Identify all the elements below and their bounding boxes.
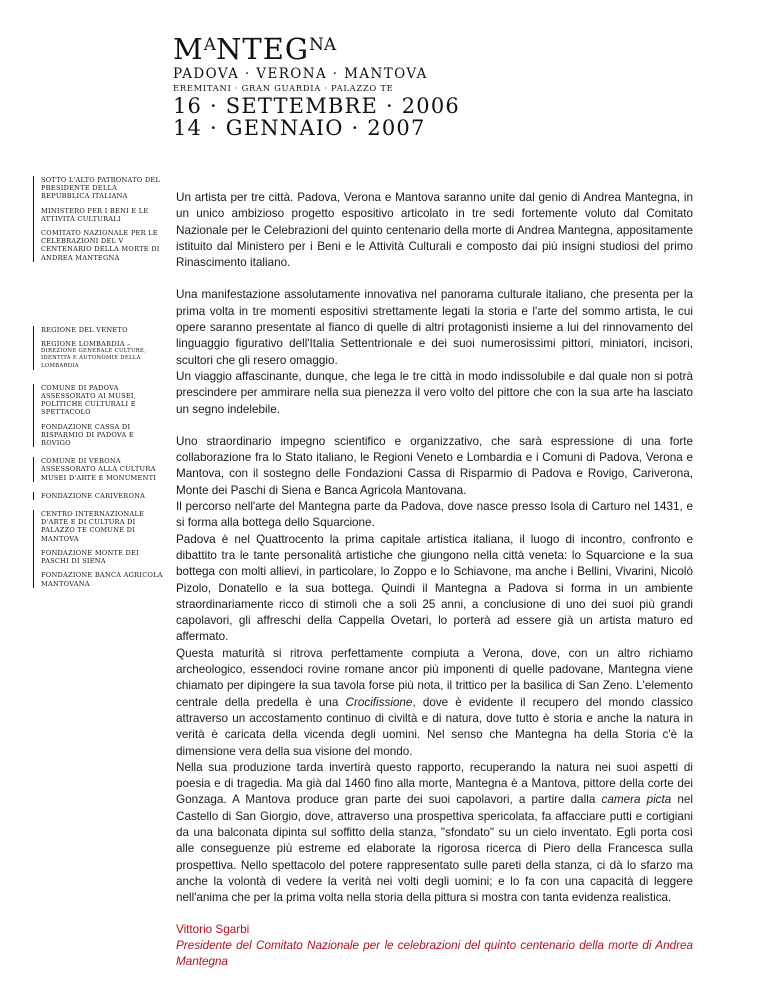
- body-text: , dove è evidente il recupero del mondo classico attraverso un accostamento continuo di civiltà e di natura, dove tutto è storia e anche la natura in verità è caricata della vicenda degli uomini. Nel senso che Mantegna ha della Storia c'è la dimensione vera della sua visione del mondo.: [176, 695, 693, 758]
- patrons-group-verona: [33, 457, 165, 482]
- patrons-group-padova: [33, 384, 165, 447]
- logo-title-a: A: [203, 35, 216, 55]
- patron-entry: COMUNE DI PADOVA ASSESSORATO AI MUSEI, POLITICHE CULTURALI E SPETTACOLO: [41, 383, 137, 417]
- patrons-group-mantova: [33, 510, 165, 588]
- patron-entry: FONDAZIONE BANCA AGRICOLA MANTOVANA: [41, 571, 163, 588]
- patrons-group-regions: [33, 326, 165, 370]
- patron-entry: CENTRO INTERNAZIONALE D'ARTE E DI CULTURA DI PALAZZO TE COMUNE DI MANTOVA: [41, 510, 145, 543]
- patron-entry: [41, 340, 165, 370]
- signature-role: Presidente del Comitato Nazionale per le celebrazioni del quinto centenario della morte di Andrea Mantegna: [176, 939, 693, 969]
- patron-entry: FONDAZIONE CARIVERONA: [41, 491, 146, 500]
- patron-entry: SOTTO L'ALTO PATRONATO DEL PRESIDENTE DELLA REPUBBLICA ITALIANA: [41, 176, 161, 201]
- body-paragraph: [176, 760, 693, 907]
- exhibition-logo: [173, 28, 460, 140]
- body-text: Questa maturità si ritrova perfettamente compiuta a Verona, dove, con un altro richiamo archeologico, essendoci rovine romane ancor più imponenti di quelle padovane, Mantegna viene chiamato per dipingere la sua tavola forse più nota, il trittico per la basilica di San Zeno. L'elemento centrale della predella è una: [176, 646, 693, 709]
- patrons-group-national: [33, 176, 165, 262]
- patrons-sidebar: [33, 176, 165, 598]
- logo-cities: PADOVA · VERONA · MANTOVA: [173, 66, 428, 82]
- signature-name: Vittorio Sgarbi: [176, 923, 250, 937]
- signature-block: [176, 922, 693, 970]
- patron-entry-lombardia: REGIONE LOMBARDIA –: [41, 340, 131, 349]
- logo-venues: EREMITANI · GRAN GUARDIA · PALAZZO TE: [173, 83, 394, 93]
- patrons-group-cariverona: [33, 492, 165, 500]
- logo-title-m: M: [173, 32, 204, 66]
- body-paragraph: [176, 646, 693, 760]
- body-paragraph: Un viaggio affascinante, dunque, che lega le tre città in modo indissolubile e dal quale non si potrà prescindere per ammirare nella sua pienezza il vero volto del pittore che con la sua arte ha lasciato un segno indelebile.: [176, 369, 693, 416]
- body-paragraph: Una manifestazione assolutamente innovativa nel panorama culturale italiano, che presenta per la prima volta in tre momenti espositivi strettamente legati la storia e l'arte del sommo artista, le cui opere saranno presentate al fianco di quelle di altri protagonisti insieme a lui del rinnovamento del linguaggio figurativo dell'Italia Settentrionale e dei suoi numerosissimi pittori, miniatori, incisori, scultori che gli resero omaggio.: [176, 288, 693, 367]
- patron-entry: REGIONE DEL VENETO: [41, 325, 128, 334]
- body-paragraph: Un artista per tre città. Padova, Verona e Mantova saranno unite dal genio di Andrea Mantegna, in un unico ambizioso progetto espositivo articolato in tre sedi fortemente voluto dal Comitato Nazionale per le Celebrazioni del quinto centenario della morte di Andrea Mantegna, appositamente istituito dal Ministero per i Beni e le Attività Culturali e composto dai più insigni studiosi del primo Rinascimento italiano.: [176, 191, 693, 270]
- patron-entry: MINISTERO PER I BENI E LE ATTIVITÀ CULTURALI: [41, 206, 149, 223]
- patron-entry: COMUNE DI VERONA ASSESSORATO ALLA CULTURA MUSEI D'ARTE E MONUMENTI: [41, 457, 157, 482]
- artwork-title-crocifissione: Crocifissione: [345, 695, 413, 709]
- patron-entry: FONDAZIONE CASSA DI RISPARMIO DI PADOVA E ROVIGO: [41, 422, 134, 448]
- body-text: Nella sua produzione tarda invertirà questo rapporto, recuperando la natura nei suoi aspetti di poesia e di tragedia. Ma già dal 1460 fino alla morte, Mantegna è a Mantova, pittore della corte dei Gonzaga. A Mantova produce gran parte dei suoi capolavori, a partire dalla: [176, 760, 693, 807]
- logo-date-start: 16 · SETTEMBRE · 2006: [173, 94, 460, 118]
- patron-entry-lombardia-sub: DIREZIONE GENERALE CULTURE, IDENTITÀ E AUTONOMIE DELLA LOMBARDIA: [41, 348, 147, 369]
- artwork-title-camera-picta: camera picta: [601, 793, 672, 807]
- logo-title: [173, 28, 413, 66]
- body-paragraph: Il percorso nell'arte del Mantegna parte da Padova, dove nasce presso Isola di Carturo nel 1431, e si forma alla bottega dello Squarcione.: [176, 500, 693, 530]
- patron-entry: COMITATO NAZIONALE PER LE CELEBRAZIONI DEL V CENTENARIO DELLA MORTE DI ANDREA MANTEGNA: [41, 229, 160, 262]
- logo-title-na: NA: [309, 35, 337, 55]
- main-text: [176, 190, 693, 970]
- logo-date-end: 14 · GENNAIO · 2007: [173, 116, 426, 140]
- body-text: nel Castello di San Giorgio, dove, attraverso una prospettiva spericolata, fa affacciare putti e cortigiani da una balconata dipinta sul soffitto della stanza, "sfondato" su un cielo inventato. Egli porta così alle conseguenze più estreme ed elaborate la rigorosa ricerca di Piero della Francesca sulla prospettiva. Nello spettacolo del potere rappresentato sulle pareti della stanza, ci dà lo sfarzo ma anche la volontà di vedere la verità nei volti degli uomini; e lo fa con una capacità di leggere nell'anima che per la prima volta nella storia della pittura si mostra con tanta evidenza realistica.: [176, 793, 693, 905]
- body-paragraph: Padova è nel Quattrocento la prima capitale artistica italiana, il luogo di incontro, confronto e dibattito tra le tante personalità artistiche che giungono nella città veneta: lo Squarcione e la sua bottega con molti allievi, in particolare, lo Zoppo e lo Schiavone, ma anche i Bellini, Vivarini, Nicolò Pizolo, Donatello e la sua bottega. Quindi il Mantegna a Padova si forma in un ambiente straordinariamente ricco di stimoli che a soli 25 anni, a conclusione di uno dei suoi più grandi capolavori, gli affreschi della Cappella Ovetari, lo porterà ad essere già un artista maturo ed affermato.: [176, 532, 693, 644]
- body-paragraph: Uno straordinario impegno scientifico e organizzativo, che sarà espressione di una forte collaborazione fra lo Stato italiano, le Regioni Veneto e Lombardia e i Comuni di Padova, Verona e Mantova, con il sostegno delle Fondazioni Cassa di Risparmio di Padova e Rovigo, Cariverona, Monte dei Paschi di Siena e Banca Agricola Mantovana.: [176, 434, 693, 497]
- patron-entry: FONDAZIONE MONTE DEI PASCHI DI SIENA: [41, 548, 140, 566]
- logo-title-nteg: NTEG: [215, 32, 310, 66]
